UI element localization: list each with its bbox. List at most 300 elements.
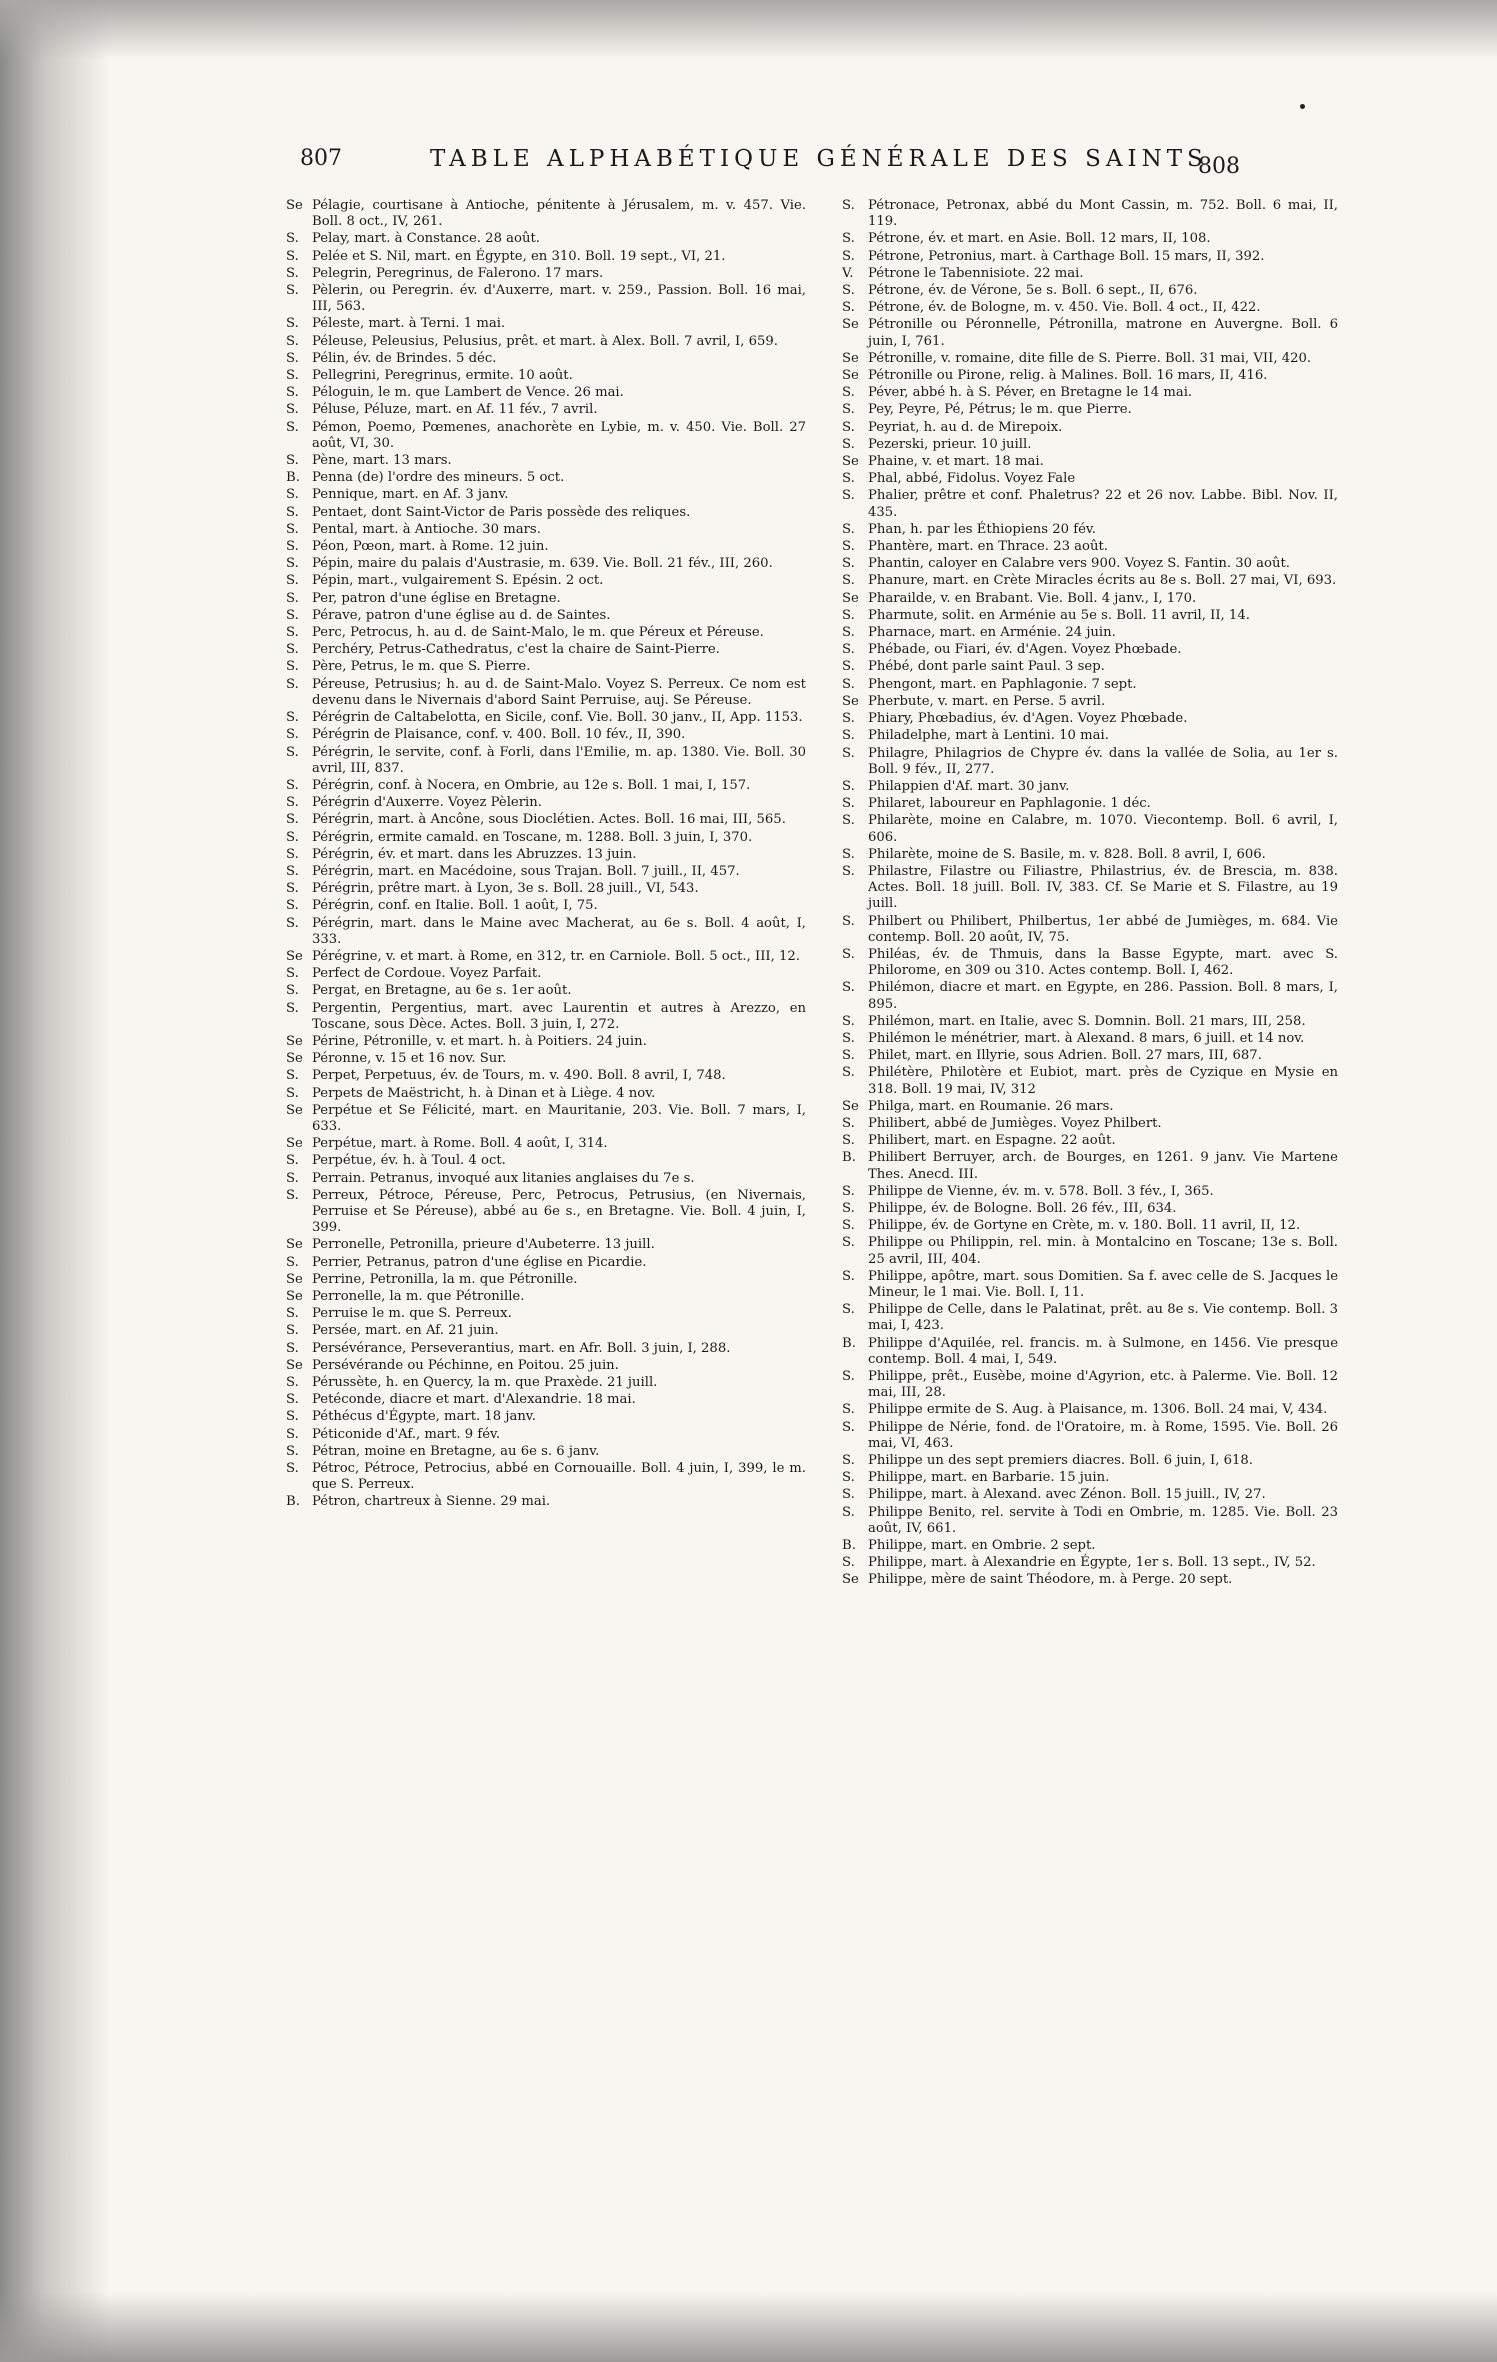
entry-text: Pérégrine, v. et mart. à Rome, en 312, tr. en Carniole. Boll. 5 oct., III, 12. [312, 948, 800, 964]
index-entry [842, 1336, 1338, 1368]
entry-prefix: S. [286, 915, 299, 931]
entry-text: Philippe, év. de Bologne. Boll. 26 fév., III, 634. [868, 1200, 1177, 1216]
entry-text: Perpet, Perpetuus, év. de Tours, m. v. 490. Boll. 8 avril, I, 748. [312, 1068, 726, 1084]
entry-text: Pérégrin, ermite camald. en Toscane, m. 1288. Boll. 3 juin, I, 370. [312, 829, 753, 845]
index-entry [286, 1171, 806, 1187]
entry-prefix: S. [286, 1392, 299, 1408]
entry-text: Pelée et S. Nil, mart. en Égypte, en 310. Boll. 19 sept., VI, 21. [312, 248, 726, 264]
index-entry [286, 487, 806, 503]
entry-prefix: Se [286, 1271, 303, 1287]
entry-text: Phal, abbé, Fidolus. Voyez Fale [868, 471, 1076, 487]
entry-text: Perpétue et Se Félicité, mart. en Mauritanie, 203. Vie. Boll. 7 mars, I, 633. [312, 1102, 806, 1134]
index-entry [286, 402, 806, 418]
entry-text: Perronelle, la m. que Pétronille. [312, 1289, 525, 1304]
entry-text: Philémon le ménétrier, mart. à Alexand. 8 mars, 6 juill. et 14 nov. [868, 1030, 1305, 1046]
entry-prefix: S. [286, 368, 299, 384]
index-entry [842, 1420, 1338, 1452]
entry-text: Perpétue, év. h. à Toul. 4 oct. [312, 1153, 506, 1169]
index-entry [842, 1116, 1338, 1132]
entry-text: Philappien d'Af. mart. 30 janv. [868, 778, 1070, 794]
index-entry [842, 1235, 1338, 1267]
entry-prefix: S. [286, 607, 299, 623]
entry-prefix: Se [286, 1033, 303, 1049]
index-entry [842, 746, 1338, 778]
entry-prefix: S. [286, 350, 299, 366]
entry-prefix: S. [286, 231, 299, 247]
index-entry [286, 864, 806, 880]
index-entry [286, 916, 806, 948]
index-entry [286, 1358, 806, 1374]
index-entry [286, 1051, 806, 1067]
entry-text: Pherbute, v. mart. en Perse. 5 avril. [868, 693, 1106, 709]
index-entry [842, 796, 1338, 812]
index-entry [286, 1068, 806, 1084]
index-entry [286, 453, 806, 469]
index-entry [286, 949, 806, 965]
index-entry [286, 316, 806, 332]
entry-text: Pérégrin, le servite, conf. à Forli, dans l'Emilie, m. ap. 1380. Vie. Boll. 30 avril, III, 837. [312, 744, 806, 776]
entry-prefix: Se [286, 1237, 303, 1253]
entry-prefix: S. [286, 744, 299, 760]
entry-prefix: S. [842, 385, 855, 401]
entry-prefix: S. [842, 1402, 855, 1418]
scan-speck [1300, 104, 1305, 109]
index-entry [842, 947, 1338, 979]
entry-prefix: S. [842, 556, 855, 572]
index-entry [286, 608, 806, 624]
entry-text: Phantin, caloyer en Calabre vers 900. Voyez S. Fantin. 30 août. [868, 556, 1290, 572]
index-entry [286, 1306, 806, 1322]
entry-prefix: S. [842, 1133, 855, 1149]
index-entry [842, 522, 1338, 538]
entry-prefix: S. [286, 385, 299, 401]
index-entry [842, 1201, 1338, 1217]
index-entry [286, 983, 806, 999]
index-entry [286, 385, 806, 401]
index-entry [842, 556, 1338, 572]
entry-text: Pèlerin, ou Peregrin. év. d'Auxerre, mart. v. 259., Passion. Boll. 16 mai, III, 563. [312, 283, 806, 315]
entry-text: Pétronille, v. romaine, dite fille de S. Pierre. Boll. 31 mai, VII, 420. [868, 350, 1312, 366]
entry-text: Philagre, Philagrios de Chypre év. dans la vallée de Solia, au 1er s. Boll. 9 fév., II, 277. [868, 745, 1338, 777]
index-entry [286, 642, 806, 658]
entry-text: Philéas, év. de Thmuis, dans la Basse Egypte, mart. avec S. Philorome, en 309 ou 310. Actes contemp. Boll. I, 462. [868, 946, 1338, 979]
entry-text: Phengont, mart. en Paphlagonie. 7 sept. [868, 676, 1137, 692]
entry-text: Péver, abbé h. à S. Péver, en Bretagne le 14 mai. [868, 385, 1193, 401]
entry-text: Phantère, mart. en Thrace. 23 août. [868, 539, 1108, 555]
index-entry [842, 847, 1338, 863]
scan-top-shadow [0, 0, 1497, 60]
entry-text: Philippe d'Aquilée, rel. francis. m. à Sulmone, en 1456. Vie presque contemp. Boll. 4 mai, I, 549. [868, 1335, 1338, 1367]
entry-prefix: S. [842, 231, 855, 247]
index-entry [286, 556, 806, 572]
index-entry [842, 625, 1338, 641]
index-entry [842, 1150, 1338, 1182]
entry-text: Phiary, Phœbadius, év. d'Agen. Voyez Phœbade. [868, 711, 1188, 727]
index-entry [842, 677, 1338, 693]
entry-text: Pezerski, prieur. 10 juill. [868, 436, 1032, 452]
entry-text: Pétrone, Petronius, mart. à Carthage Boll. 15 mars, II, 392. [868, 248, 1265, 264]
index-entry [286, 198, 806, 230]
page-header [300, 146, 1240, 186]
entry-prefix: S. [842, 1487, 855, 1503]
index-entry [286, 1034, 806, 1050]
entry-text: Pental, mart. à Antioche. 30 mars. [312, 521, 541, 537]
entry-prefix: Se [286, 948, 303, 964]
entry-text: Pélin, év. de Brindes. 5 déc. [312, 350, 497, 366]
entry-prefix: S. [842, 471, 855, 487]
entry-prefix: S. [286, 419, 299, 435]
entry-text: Philibert Berruyer, arch. de Bourges, en 1261. 9 janv. Vie Martene Thes. Anecd. III. [868, 1150, 1338, 1182]
index-entry [842, 317, 1338, 349]
entry-text: Pharnace, mart. en Arménie. 24 juin. [868, 625, 1116, 641]
entry-prefix: S. [842, 659, 855, 675]
entry-prefix: B. [286, 470, 300, 486]
index-entry [286, 573, 806, 589]
index-entry [842, 249, 1338, 265]
entry-text: Perrier, Petranus, patron d'une église en Picardie. [312, 1254, 647, 1270]
index-entry [286, 1001, 806, 1033]
entry-prefix: S. [842, 488, 855, 504]
entry-text: Philippe, mart. en Ombrie. 2 sept. [868, 1538, 1096, 1554]
entry-prefix: S. [842, 419, 855, 435]
entry-text: Perpétue, mart. à Rome. Boll. 4 août, I, 314. [312, 1136, 608, 1152]
entry-prefix: S. [286, 710, 299, 726]
entry-text: Philippe de Vienne, év. m. v. 578. Boll. 3 fév., I, 365. [868, 1183, 1214, 1199]
index-entry [842, 283, 1338, 299]
entry-prefix: S. [286, 659, 299, 675]
entry-text: Philippe Benito, rel. servite à Todi en Ombrie, m. 1285. Vie. Boll. 23 août, IV, 661. [868, 1504, 1338, 1536]
entry-text: Pétron, chartreux à Sienne. 29 mai. [312, 1494, 551, 1510]
entry-text: Phanure, mart. en Crète Miracles écrits au 8e s. Boll. 27 mai, VI, 693. [868, 573, 1337, 589]
entry-prefix: Se [842, 350, 859, 366]
entry-prefix: Se [842, 590, 859, 606]
entry-text: Philibert, mart. en Espagne. 22 août. [868, 1133, 1116, 1149]
entry-text: Pharmute, solit. en Arménie au 5e s. Boll. 11 avril, II, 14. [868, 607, 1250, 623]
entry-text: Perpets de Maëstricht, h. à Dinan et à Liège. 4 nov. [312, 1085, 656, 1101]
entry-text: Pétrone, év. de Bologne, m. v. 450. Vie. Boll. 4 oct., II, 422. [868, 300, 1261, 316]
index-entry [842, 1014, 1338, 1030]
entry-prefix: S. [842, 1183, 855, 1199]
entry-prefix: Se [842, 1098, 859, 1114]
entry-text: Péleste, mart. à Terni. 1 mai. [312, 316, 506, 332]
entry-prefix: S. [842, 796, 855, 812]
entry-prefix: S. [286, 248, 299, 264]
entry-prefix: S. [842, 573, 855, 589]
index-entry [842, 454, 1338, 470]
entry-text: Pérégrin de Plaisance, conf. v. 400. Boll. 10 fév., II, 390. [312, 727, 686, 743]
index-entry [842, 1031, 1338, 1047]
entry-text: Philémon, mart. en Italie, avec S. Domnin. Boll. 21 mars, III, 258. [868, 1013, 1306, 1029]
index-entry [842, 539, 1338, 555]
index-entry [842, 608, 1338, 624]
entry-text: Philarète, moine de S. Basile, m. v. 828. Boll. 8 avril, I, 606. [868, 846, 1266, 862]
entry-text: Philippe, mère de saint Théodore, m. à Perge. 20 sept. [868, 1572, 1233, 1588]
entry-prefix: B. [286, 1494, 300, 1510]
entry-prefix: Se [286, 1357, 303, 1373]
index-entry [286, 1494, 806, 1510]
entry-text: Péluse, Péluze, mart. en Af. 11 fév., 7 avril. [312, 402, 598, 418]
index-entry [286, 1255, 806, 1271]
entry-prefix: S. [842, 1555, 855, 1571]
index-entry [842, 437, 1338, 453]
entry-text: Philippe ou Philippin, rel. min. à Montalcino en Toscane; 13e s. Boll. 25 avril, III, 404. [868, 1235, 1338, 1267]
entry-text: Pelay, mart. à Constance. 28 août. [312, 231, 540, 247]
entry-prefix: S. [286, 521, 299, 537]
entry-prefix: S. [286, 283, 299, 299]
entry-text: Pérégrin de Caltabelotta, en Sicile, conf. Vie. Boll. 30 janv., II, App. 1153. [312, 710, 803, 726]
index-entry [842, 471, 1338, 487]
index-entry [286, 1272, 806, 1288]
entry-prefix: S. [842, 1268, 855, 1284]
entry-prefix: S. [842, 1470, 855, 1486]
index-entry [286, 898, 806, 914]
entry-text: Philippe un des sept premiers diacres. Boll. 6 juin, I, 618. [868, 1453, 1253, 1469]
entry-text: Pétrone, év. et mart. en Asie. Boll. 12 mars, II, 108. [868, 231, 1211, 247]
index-entry [286, 1188, 806, 1237]
index-entry [286, 745, 806, 777]
entry-text: Pépin, mart., vulgairement S. Epésin. 2 oct. [312, 573, 604, 589]
entry-prefix: S. [842, 402, 855, 418]
entry-prefix: S. [286, 983, 299, 999]
entry-prefix: S. [286, 898, 299, 914]
entry-text: Phébade, ou Fiari, év. d'Agen. Voyez Phœbade. [868, 642, 1182, 658]
index-entry [286, 966, 806, 982]
entry-prefix: B. [842, 1150, 856, 1166]
index-entry [842, 711, 1338, 727]
index-entry [842, 864, 1338, 913]
entry-prefix: S. [842, 539, 855, 555]
entry-text: Péon, Pœon, mart. à Rome. 12 juin. [312, 539, 549, 555]
index-entry [286, 283, 806, 315]
entry-text: Phalier, prêtre et conf. Phaletrus? 22 et 26 nov. Labbe. Bibl. Nov. II, 435. [868, 488, 1338, 520]
index-entry [842, 368, 1338, 384]
index-entry [286, 1289, 806, 1305]
entry-text: Pène, mart. 13 mars. [312, 453, 452, 469]
index-entry [842, 1369, 1338, 1401]
entry-text: Perruise le m. que S. Perreux. [312, 1306, 512, 1322]
index-entry [842, 1505, 1338, 1537]
entry-prefix: S. [842, 728, 855, 744]
entry-prefix: S. [286, 812, 299, 828]
entry-prefix: S. [286, 1375, 299, 1391]
index-entry [286, 368, 806, 384]
index-entry [842, 300, 1338, 316]
index-entry [286, 847, 806, 863]
entry-text: Persée, mart. en Af. 21 juin. [312, 1323, 499, 1339]
index-entry [286, 1323, 806, 1339]
index-entry [286, 625, 806, 641]
entry-text: Péleuse, Peleusius, Pelusius, prêt. et mart. à Alex. Boll. 7 avril, I, 659. [312, 333, 778, 349]
entry-text: Pey, Peyre, Pé, Pétrus; le m. que Pierre. [868, 402, 1132, 418]
index-entry [286, 1237, 806, 1253]
index-entry [286, 881, 806, 897]
entry-prefix: S. [842, 946, 855, 962]
index-entry [286, 539, 806, 555]
entry-prefix: S. [842, 198, 855, 213]
entry-prefix: S. [286, 1306, 299, 1322]
entry-text: Pennique, mart. en Af. 3 janv. [312, 487, 509, 503]
entry-text: Pétrone, év. de Vérone, 5e s. Boll. 6 sept., II, 676. [868, 283, 1198, 299]
entry-text: Perrain. Petranus, invoqué aux litanies anglaises du 7e s. [312, 1170, 695, 1186]
index-entry [286, 231, 806, 247]
index-entry [842, 779, 1338, 795]
index-entry [842, 1555, 1338, 1571]
entry-prefix: Se [842, 368, 859, 384]
entry-prefix: B. [842, 1335, 856, 1351]
index-entry [842, 573, 1338, 589]
right-column [842, 198, 1338, 1590]
entry-prefix: S. [286, 590, 299, 606]
entry-prefix: S. [286, 539, 299, 555]
entry-prefix: S. [842, 283, 855, 299]
index-entry [286, 830, 806, 846]
entry-prefix: Se [286, 1289, 303, 1304]
index-entry [286, 470, 806, 486]
entry-prefix: S. [286, 402, 299, 418]
index-entry [842, 1133, 1338, 1149]
entry-prefix: S. [286, 333, 299, 349]
index-entry [842, 1184, 1338, 1200]
index-entry [842, 1487, 1338, 1503]
entry-prefix: S. [842, 436, 855, 452]
entry-prefix: S. [286, 625, 299, 641]
entry-prefix: S. [842, 1218, 855, 1234]
page-title: TABLE ALPHABÉTIQUE GÉNÉRALE DES SAINTS [430, 146, 1208, 172]
entry-prefix: S. [286, 453, 299, 469]
entry-text: Pérégrin d'Auxerre. Voyez Pèlerin. [312, 795, 542, 811]
entry-text: Péronne, v. 15 et 16 nov. Sur. [312, 1051, 507, 1067]
entry-prefix: S. [286, 1409, 299, 1425]
entry-prefix: S. [842, 300, 855, 316]
index-entry [286, 351, 806, 367]
index-entry [286, 505, 806, 521]
scan-left-shadow [0, 0, 110, 2362]
entry-prefix: S. [842, 1369, 855, 1385]
entry-prefix: S. [286, 881, 299, 897]
index-entry [842, 1269, 1338, 1301]
entry-text: Pérégrin, év. et mart. dans les Abruzzes. 13 juin. [312, 846, 637, 862]
entry-prefix: S. [842, 521, 855, 537]
entry-text: Pétronille ou Péronnelle, Pétronilla, matrone en Auvergne. Boll. 6 juin, I, 761. [868, 317, 1338, 349]
entry-prefix: S. [842, 1115, 855, 1131]
index-entry [286, 1136, 806, 1152]
index-entry [842, 980, 1338, 1012]
entry-prefix: S. [842, 863, 855, 879]
entry-prefix: Se [842, 317, 859, 333]
entry-prefix: S. [842, 1030, 855, 1046]
index-entry [842, 1218, 1338, 1234]
entry-text: Persévérance, Perseverantius, mart. en Afr. Boll. 3 juin, I, 288. [312, 1340, 731, 1356]
index-entry [842, 1065, 1338, 1097]
index-entry [286, 1086, 806, 1102]
index-entry [842, 1572, 1338, 1588]
entry-text: Pérégrin, conf. à Nocera, en Ombrie, au 12e s. Boll. 1 mai, I, 157. [312, 777, 751, 793]
entry-text: Philadelphe, mart à Lentini. 10 mai. [868, 728, 1109, 744]
entry-prefix: S. [842, 745, 855, 761]
entry-prefix: S. [286, 1187, 299, 1203]
entry-text: Petéconde, diacre et mart. d'Alexandrie. 18 mai. [312, 1392, 636, 1408]
entry-text: Perc, Petrocus, h. au d. de Saint-Malo, le m. que Péreux et Péreuse. [312, 625, 764, 641]
entry-prefix: S. [842, 1504, 855, 1520]
entry-text: Pergentin, Pergentius, mart. avec Laurentin et autres à Arezzo, en Toscane, sous Dèce. Actes. Boll. 3 juin, I, 272. [312, 1000, 806, 1032]
entry-prefix: S. [842, 1235, 855, 1251]
entry-text: Perrine, Petronilla, la m. que Pétronille. [312, 1271, 578, 1287]
index-entry [842, 813, 1338, 845]
entry-text: Philibert, abbé de Jumièges. Voyez Philbert. [868, 1115, 1162, 1131]
entry-prefix: S. [842, 625, 855, 641]
entry-text: Perronelle, Petronilla, prieure d'Aubeterre. 13 juill. [312, 1237, 655, 1253]
index-entry [842, 642, 1338, 658]
index-entry [286, 1153, 806, 1169]
entry-text: Pérégrin, prêtre mart. à Lyon, 3e s. Boll. 28 juill., VI, 543. [312, 881, 699, 897]
entry-text: Pémon, Poemo, Pœmenes, anachorète en Lybie, m. v. 450. Vie. Boll. 27 août, VI, 30. [312, 419, 806, 451]
entry-prefix: S. [842, 1419, 855, 1435]
entry-prefix: S. [842, 1200, 855, 1216]
entry-prefix: S. [286, 863, 299, 879]
index-entry [842, 198, 1338, 230]
index-entry [842, 1402, 1338, 1418]
entry-text: Philaret, laboureur en Paphlagonie. 1 déc. [868, 796, 1151, 812]
entry-text: Pentaet, dont Saint-Victor de Paris possède des reliques. [312, 504, 691, 520]
entry-text: Pépin, maire du palais d'Austrasie, m. 639. Vie. Boll. 21 fév., III, 260. [312, 556, 773, 572]
index-entry [842, 385, 1338, 401]
entry-prefix: S. [842, 1453, 855, 1469]
index-entry [842, 1538, 1338, 1554]
index-entry [286, 1392, 806, 1408]
index-entry [286, 334, 806, 350]
entry-prefix: S. [842, 711, 855, 727]
entry-prefix: S. [286, 1323, 299, 1339]
entry-prefix: B. [842, 1538, 856, 1554]
entry-text: Penna (de) l'ordre des mineurs. 5 oct. [312, 470, 565, 486]
entry-text: Philippe, mart. en Barbarie. 15 juin. [868, 1470, 1110, 1486]
index-entry [842, 591, 1338, 607]
index-entry [842, 1302, 1338, 1334]
entry-text: Pétrone le Tabennisiote. 22 mai. [868, 265, 1084, 281]
entry-text: Pellegrini, Peregrinus, ermite. 10 août. [312, 368, 573, 384]
index-entry [286, 710, 806, 726]
entry-prefix: S. [286, 777, 299, 793]
entry-text: Philippe, év. de Gortyne en Crète, m. v. 180. Boll. 11 avril, II, 12. [868, 1218, 1301, 1234]
entry-text: Philippe, apôtre, mart. sous Domitien. Sa f. avec celle de S. Jacques le Mineur, le 1 mai. Vie. Boll. I, 11. [868, 1268, 1338, 1300]
entry-prefix: S. [842, 980, 855, 996]
entry-text: Péloguin, le m. que Lambert de Vence. 26 mai. [312, 385, 624, 401]
entry-text: Philet, mart. en Illyrie, sous Adrien. Boll. 27 mars, III, 687. [868, 1048, 1262, 1064]
entry-prefix: S. [286, 1340, 299, 1356]
right-page-number: 808 [1198, 154, 1240, 179]
entry-text: Persévérande ou Péchinne, en Poitou. 25 juin. [312, 1357, 619, 1373]
entry-prefix: S. [286, 1170, 299, 1186]
entry-prefix: S. [286, 556, 299, 572]
entry-text: Perfect de Cordoue. Voyez Parfait. [312, 966, 542, 982]
index-entry [842, 488, 1338, 520]
index-entry [842, 1099, 1338, 1115]
entry-prefix: S. [286, 966, 299, 982]
index-entry [842, 1453, 1338, 1469]
entry-prefix: S. [286, 1426, 299, 1442]
entry-text: Philémon, diacre et mart. en Egypte, en 286. Passion. Boll. 8 mars, I, 895. [868, 980, 1338, 1012]
entry-prefix: S. [286, 829, 299, 845]
entry-prefix: S. [286, 727, 299, 743]
entry-text: Philbert ou Philibert, Philbertus, 1er abbé de Jumièges, m. 684. Vie contemp. Boll. 20 août, IV, 75. [868, 913, 1338, 945]
entry-prefix: Se [286, 1051, 303, 1067]
entry-text: Philippe de Nérie, fond. de l'Oratoire, m. à Rome, 1595. Vie. Boll. 26 mai, VI, 463. [868, 1419, 1338, 1451]
entry-prefix: S. [286, 1000, 299, 1016]
entry-prefix: S. [286, 1443, 299, 1459]
index-entry [842, 659, 1338, 675]
index-entry [842, 914, 1338, 946]
entry-prefix: S. [842, 676, 855, 692]
